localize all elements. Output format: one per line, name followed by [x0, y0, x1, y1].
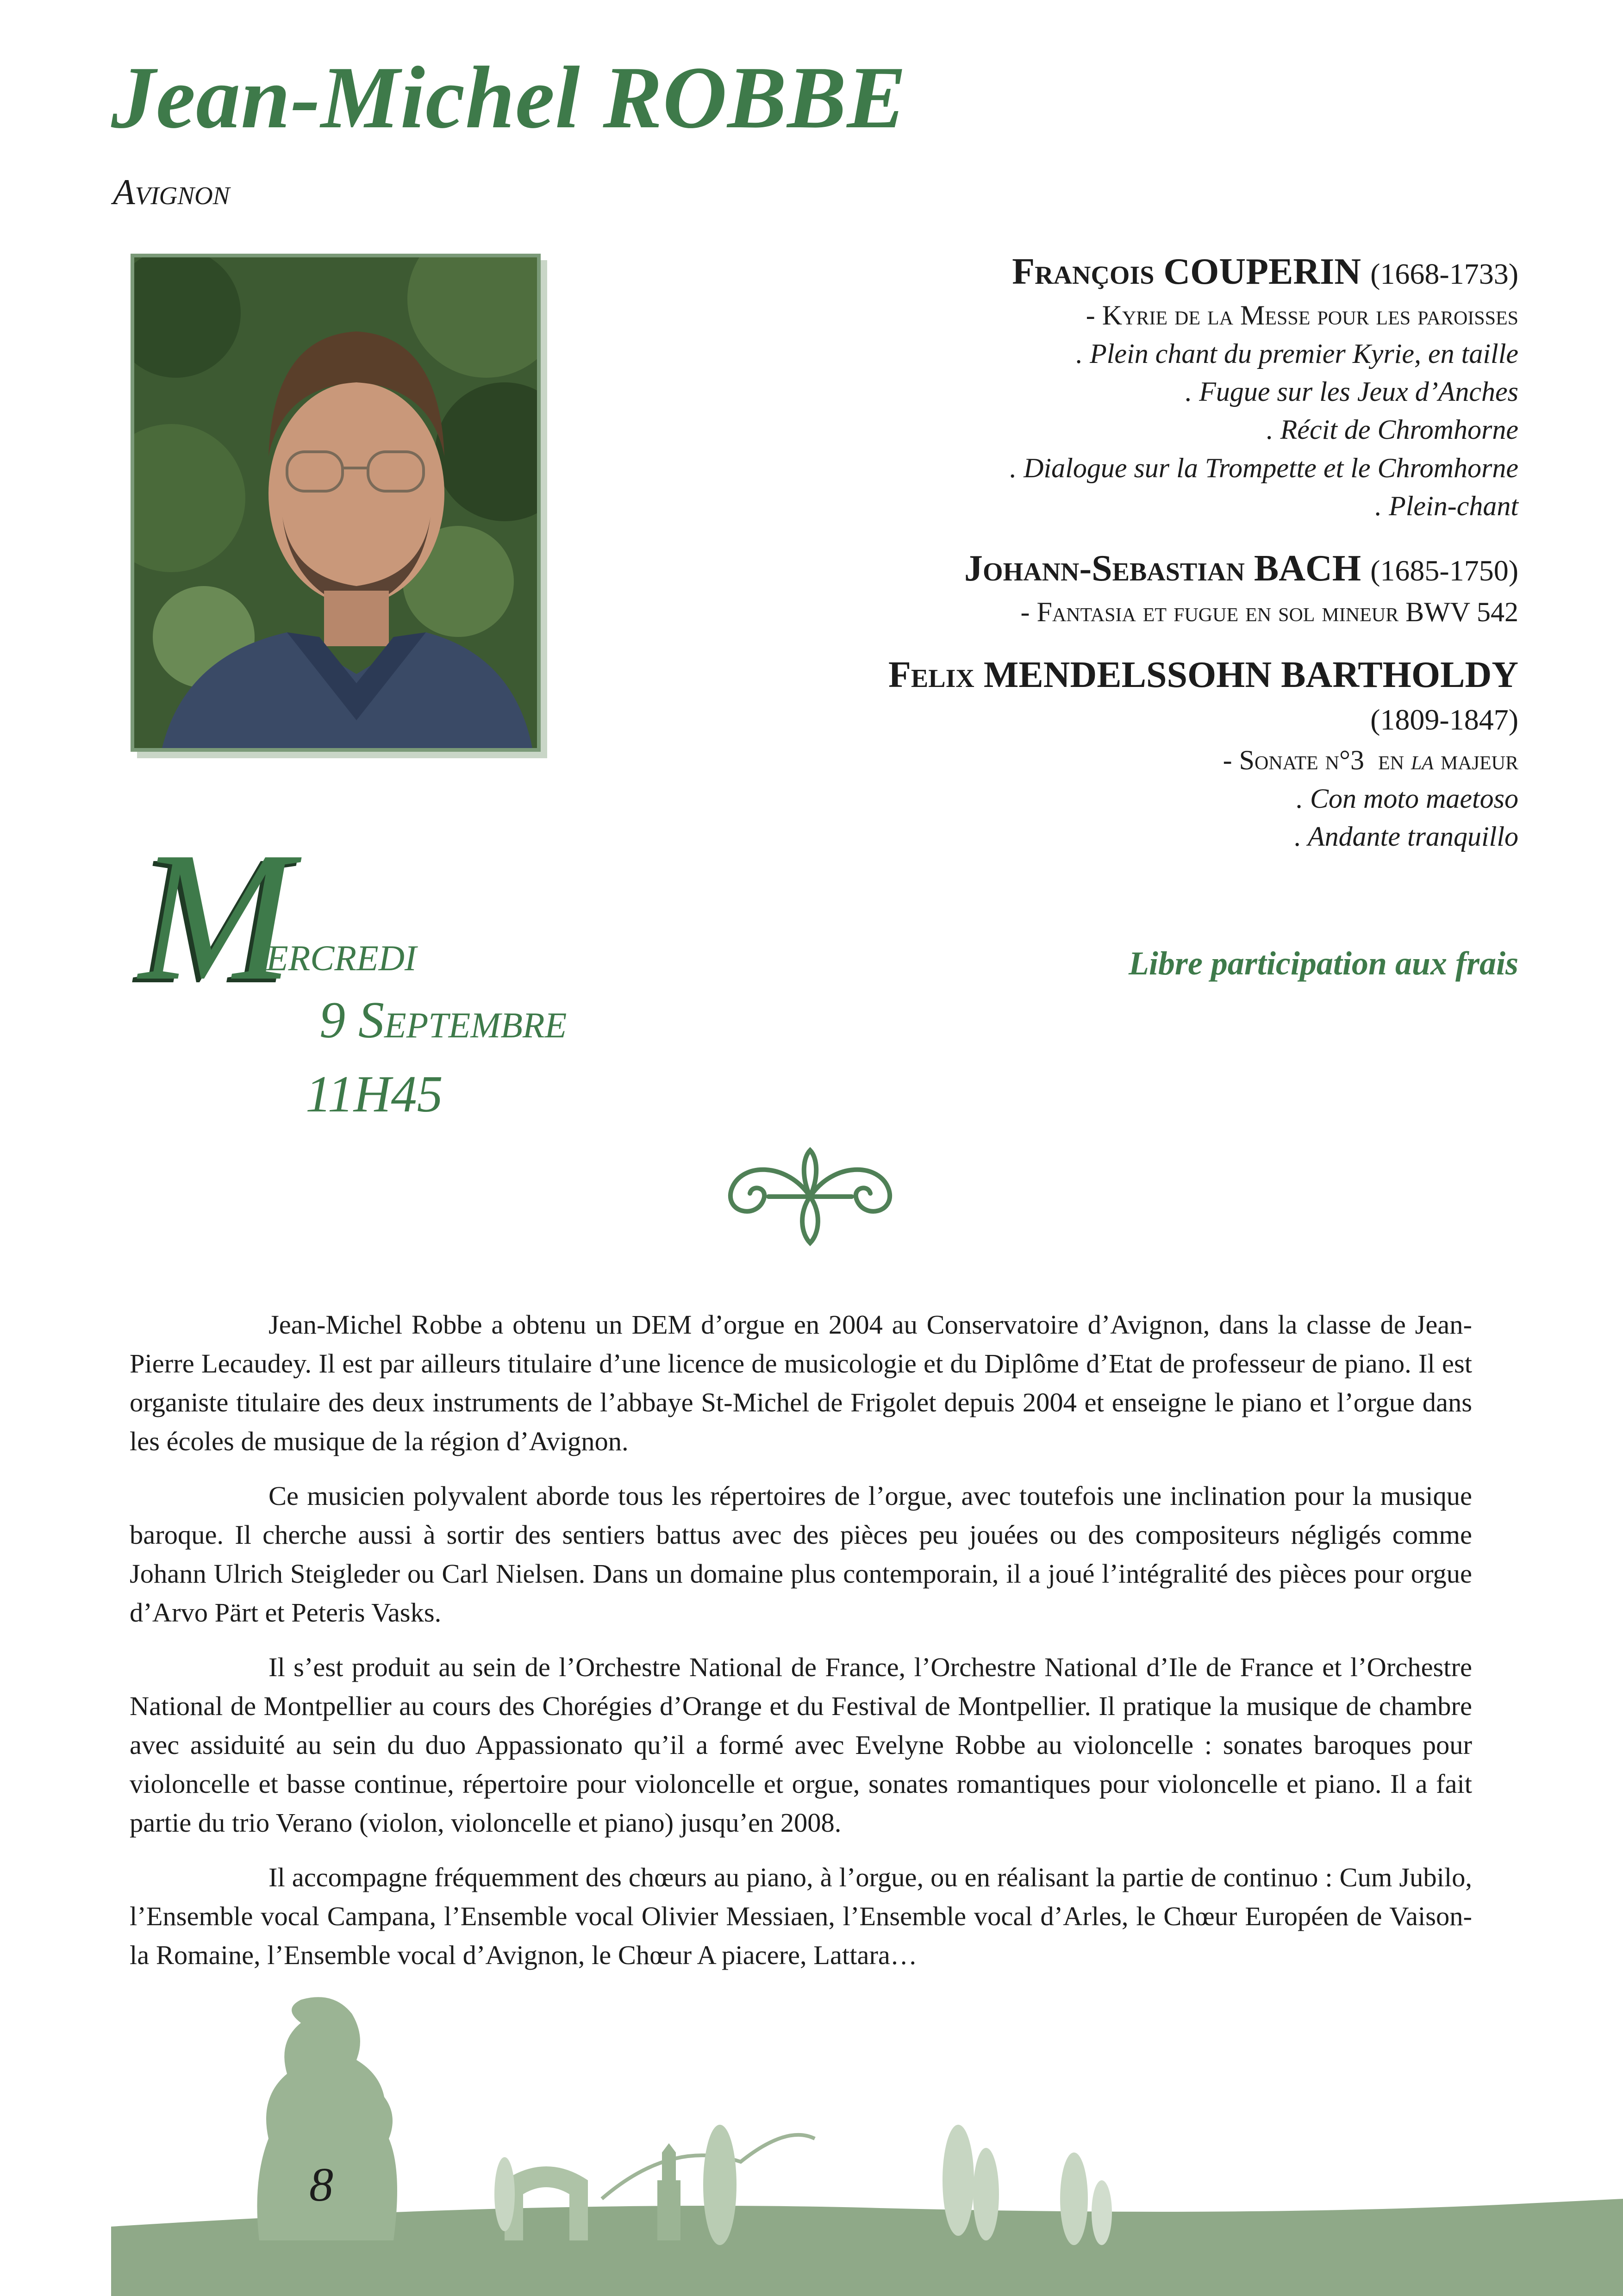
event-day: ercredi [266, 924, 417, 982]
work-title-prefix: - Sonate n°3 en [1223, 744, 1411, 775]
composer-heading [694, 544, 1518, 593]
fee-note: Libre participation aux frais [1128, 945, 1518, 982]
artist-name: Jean-Michel ROBBE [111, 48, 907, 147]
movement: . Plein chant du premier Kyrie, en taille [1076, 338, 1518, 369]
landscape-silhouette [0, 1921, 1623, 2296]
work-title-suffix: majeur [1433, 744, 1518, 775]
work-key: la [1411, 744, 1434, 775]
composer-name: Felix MENDELSSOHN BARTHOLDY [888, 654, 1518, 695]
movement: . Récit de Chromhorne [1266, 414, 1518, 445]
event-date: 9 Septembre [319, 992, 567, 1049]
concert-program [694, 248, 1518, 855]
page-number: 8 [309, 2158, 333, 2211]
composer-name: Johann-Sebastian BACH [964, 548, 1361, 589]
bio-paragraph: Il s’est produit au sein de l’Orchestre National de France, l’Orchestre National d’Ile de France et l’Orchestre National de Montpellier au cours des Chorégies d’Orange et du Festival de Montpellier. Il pratique la musique de chambre avec assiduité au sein du duo Appassionato qu’il a formé avec Evelyne Robbe au violoncelle : sonates baroques pour violoncelle et basse continue, répertoire pour violoncelle et orgue, sonates romantiques pour violoncelle et piano. Il a fait partie du trio Verano (violon, violoncelle et piano) jusqu’en 2008. [130, 1652, 1472, 1838]
composer-heading [694, 651, 1518, 699]
movement: . Fugue sur les Jeux d’Anches [1185, 376, 1518, 407]
biography [130, 1305, 1472, 1990]
bio-paragraph: Il accompagne fréquemment des chœurs au piano, à l’orgue, ou en réalisant la partie de continuo : Cum Jubilo, l’Ensemble vocal Campana, l’Ensemble vocal Olivier Messiaen, l’Ensemble vocal d’Arles, le Chœur Européen de Vaison-la Romaine, l’Ensemble vocal d’Avignon, le Chœur A piacere, Lattara… [130, 1862, 1472, 1970]
date-drop-cap: M [139, 814, 293, 1019]
work-title: - Fantasia et fugue en sol mineur BWV 542 [1020, 596, 1518, 627]
bio-paragraph: Jean-Michel Robbe a obtenu un DEM d’orgue en 2004 au Conservatoire d’Avignon, dans la classe de Jean-Pierre Lecaudey. Il est par ailleurs titulaire d’une licence de musicologie et du Diplôme d’Etat de professeur de piano. Il est organiste titulaire des deux instruments de l’abbaye St-Michel de Frigolet depuis 2004 et enseigne le piano et l’orgue dans les écoles de musique de la région d’Avignon. [130, 1310, 1472, 1456]
composer-heading [694, 248, 1518, 296]
movement: . Plein-chant [1375, 490, 1518, 521]
composer-dates: (1668-1733) [1370, 257, 1518, 290]
composer-dates: (1809-1847) [1370, 703, 1518, 736]
composer-name: François COUPERIN [1012, 251, 1361, 292]
city-label: Avignon [113, 172, 230, 212]
flourish-ornament-icon [713, 1143, 907, 1250]
composer-dates: (1685-1750) [1370, 554, 1518, 587]
event-time: 11H45 [306, 1066, 443, 1123]
artist-photo-frame [131, 254, 541, 752]
movement: . Dialogue sur la Trompette et le Chromhorne [1010, 452, 1518, 483]
movement: . Con moto maetoso [1296, 783, 1518, 814]
bio-paragraph: Ce musicien polyvalent aborde tous les répertoires de l’orgue, avec toutefois une inclination pour la musique baroque. Il cherche aussi à sortir des sentiers battus avec des pièces peu jouées ou des compositeurs négligés comme Johann Ulrich Steigleder ou Carl Nielsen. Dans un domaine plus contemporain, il a joué l’intégralité des pièces pour orgue d’Arvo Pärt et Peteris Vasks. [130, 1481, 1472, 1628]
artist-photo [134, 257, 537, 748]
work-title: - Kyrie de la Messe pour les paroisses [1086, 300, 1518, 331]
movement: . Andante tranquillo [1294, 821, 1518, 852]
work-title [694, 741, 1518, 780]
